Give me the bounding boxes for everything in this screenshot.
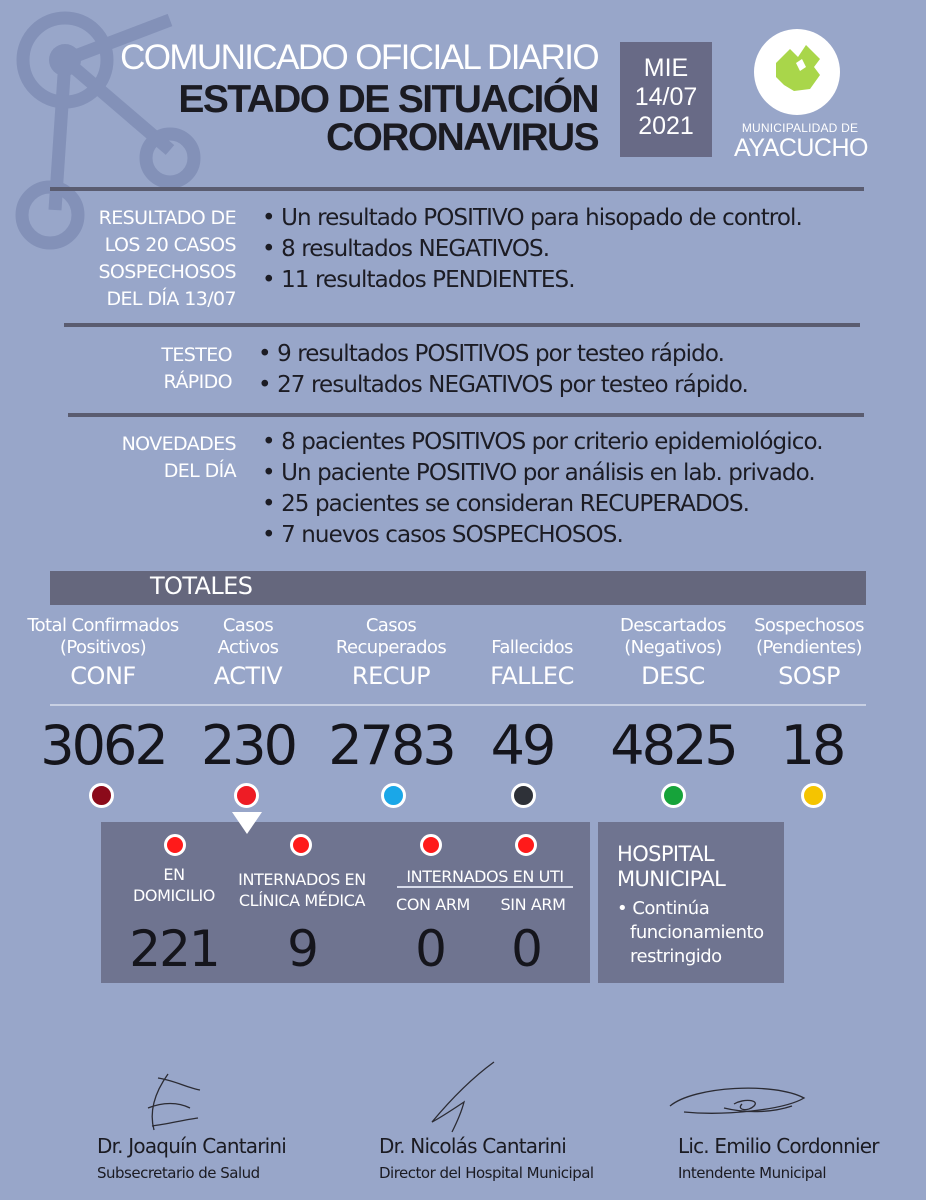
status-dot-recup: [381, 783, 406, 808]
uti-title: INTERNADOS EN UTI: [406, 867, 564, 886]
list-item: • 25 pacientes se consideran RECUPERADOS.: [262, 489, 823, 520]
hospital-title: HOSPITAL MUNICIPAL: [617, 842, 726, 891]
section-label-testeo: TESTEO RÁPIDO: [161, 344, 232, 393]
uti-divider: [397, 886, 573, 888]
section-list-novedades: [262, 427, 823, 551]
signer-block: [678, 1134, 879, 1182]
sin-arm-label: SIN ARM: [500, 895, 566, 914]
clinica-label: INTERNADOS EN CLÍNICA MÉDICA: [238, 870, 366, 910]
totales-title: TOTALES: [150, 572, 253, 600]
signature-1: [128, 1068, 218, 1138]
divider: [68, 413, 864, 417]
status-dot-desc: [661, 783, 686, 808]
section-label-novedades: NOVEDADES DEL DÍA: [121, 433, 236, 482]
sin-arm-value: 0: [511, 920, 541, 978]
value-conf: 3062: [40, 714, 166, 777]
header-title: CORONAVIRUS: [325, 116, 598, 159]
signature-2: [412, 1058, 502, 1138]
signer-block: [97, 1134, 286, 1182]
municipality-logo: [754, 29, 840, 115]
status-dot-conf: [89, 783, 114, 808]
status-dot-activ: [234, 783, 259, 808]
divider: [64, 323, 860, 327]
date-box: [620, 42, 712, 157]
status-dot: [515, 834, 537, 856]
date-year: 2021: [638, 112, 694, 140]
stat-desc: Descartados (Negativos) DESC: [620, 615, 726, 690]
list-item: • 11 resultados PENDIENTES.: [262, 265, 802, 296]
signer-role: Intendente Municipal: [678, 1164, 827, 1182]
signer-block: [379, 1134, 594, 1182]
status-dot: [164, 834, 186, 856]
clinica-value: 9: [287, 920, 317, 978]
status-dot-sosp: [801, 783, 826, 808]
logo-text-line2: AYACUCHO: [734, 134, 868, 162]
section-label-resultados: RESULTADO DE LOS 20 CASOS SOSPECHOSOS DEL DÍA 13/07: [98, 207, 236, 310]
value-desc: 4825: [610, 714, 736, 777]
logo-text-line1: MUNICIPALIDAD DE: [741, 121, 859, 135]
list-item: • 7 nuevos casos SOSPECHOSOS.: [262, 520, 823, 551]
con-arm-value: 0: [415, 920, 445, 978]
list-item: • 8 resultados NEGATIVOS.: [262, 234, 802, 265]
status-dot-fallec: [511, 783, 536, 808]
value-recup: 2783: [328, 714, 454, 777]
list-item: • 27 resultados NEGATIVOS por testeo rápido.: [258, 370, 748, 401]
map-icon: [754, 29, 840, 115]
value-sosp: 18: [780, 714, 844, 777]
signature-3: [664, 1078, 814, 1128]
stat-sosp: Sospechosos (Pendientes) SOSP: [754, 615, 864, 690]
con-arm-label: CON ARM: [396, 895, 470, 914]
list-item: • 8 pacientes POSITIVOS por criterio epidemiológico.: [262, 427, 823, 458]
status-dot: [290, 834, 312, 856]
list-item: • 9 resultados POSITIVOS por testeo rápido.: [258, 339, 748, 370]
stat-fallec: Fallecidos FALLEC: [490, 637, 574, 690]
signer-role: Subsecretario de Salud: [97, 1164, 260, 1182]
status-dot: [420, 834, 442, 856]
date-day: MIE: [643, 54, 689, 82]
stat-activ: Casos Activos ACTIV: [213, 615, 283, 690]
pointer-triangle-icon: [232, 812, 262, 834]
header-line-2: ESTADO DE SITUACIÓN: [178, 78, 598, 121]
section-list-resultados: [262, 203, 802, 296]
hospital-note: • Continúa funcionamiento restringido: [617, 898, 764, 967]
list-item: • Un resultado POSITIVO para hisopado de control.: [262, 203, 802, 234]
date-day-month: 14/07: [634, 83, 698, 111]
value-fallec: 49: [490, 714, 554, 777]
signer-role: Director del Hospital Municipal: [379, 1164, 594, 1182]
domicilio-label: EN DOMICILIO: [133, 865, 215, 905]
domicilio-value: 221: [129, 920, 219, 978]
list-item: • Un paciente POSITIVO por análisis en lab. privado.: [262, 458, 823, 489]
stat-conf: Total Confirmados (Positivos) CONF: [27, 615, 179, 690]
header-line-1: COMUNICADO OFICIAL DIARIO: [120, 38, 598, 77]
value-activ: 230: [200, 714, 296, 777]
signer-name: Lic. Emilio Cordonnier: [678, 1134, 879, 1158]
signer-name: Dr. Nicolás Cantarini: [379, 1134, 567, 1158]
stat-recup: Casos Recuperados RECUP: [335, 615, 447, 690]
divider: [50, 187, 864, 191]
section-list-testeo: [258, 339, 748, 401]
signer-name: Dr. Joaquín Cantarini: [97, 1134, 287, 1158]
stats-divider: [50, 704, 866, 706]
